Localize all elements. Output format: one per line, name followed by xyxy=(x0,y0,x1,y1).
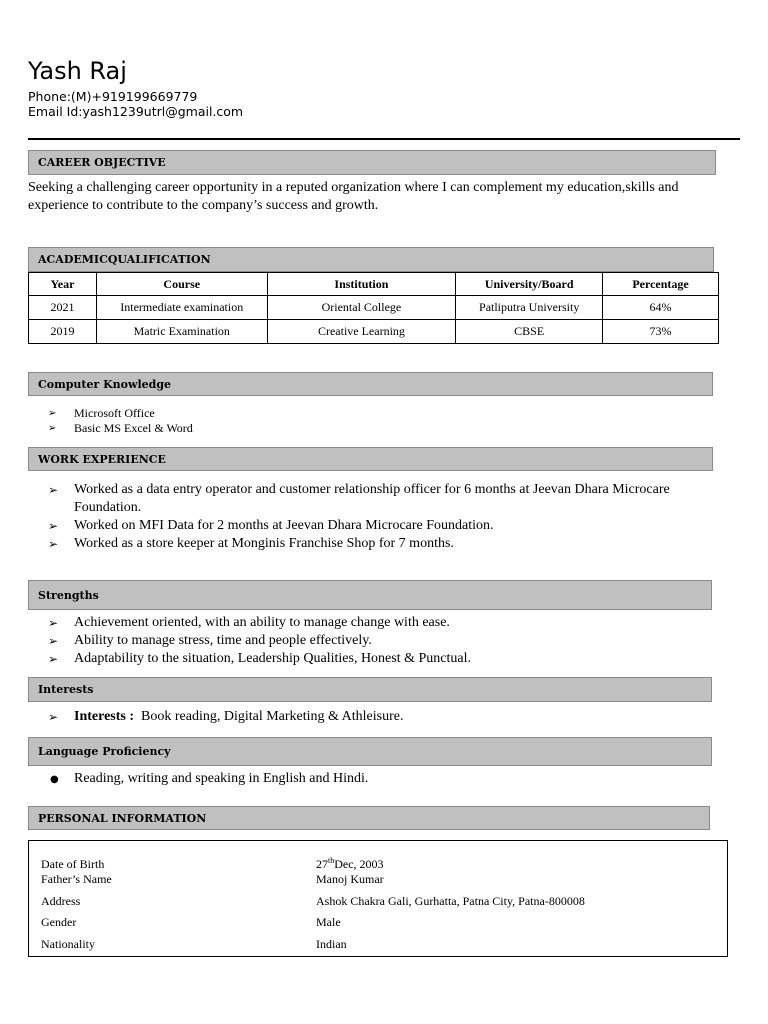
list-item: ➢ Basic MS Excel & Word xyxy=(28,421,728,436)
nationality-value: Indian xyxy=(316,937,347,951)
table-cell: Oriental College xyxy=(267,296,456,320)
dob-rest: Dec, 2003 xyxy=(334,857,384,871)
academic-table xyxy=(28,272,719,344)
interests-label: Interests : xyxy=(74,709,135,724)
personal-info-box xyxy=(28,840,728,957)
column-header: Institution xyxy=(267,273,456,296)
language-list xyxy=(28,770,728,788)
father-label: Father’s Name xyxy=(41,872,112,886)
column-header: Course xyxy=(96,273,267,296)
column-header: Year xyxy=(29,273,97,296)
interests-header: Interests xyxy=(28,677,712,702)
interests-list xyxy=(28,708,728,726)
nationality-label: Nationality xyxy=(41,937,95,951)
table-row xyxy=(29,296,719,320)
table-cell: 73% xyxy=(603,320,719,344)
table-cell: Patliputra University xyxy=(456,296,603,320)
table-cell: 2021 xyxy=(29,296,97,320)
table-cell: Creative Learning xyxy=(267,320,456,344)
computer-knowledge-list xyxy=(28,406,728,436)
career-objective-text: Seeking a challenging career opportunity in a reputed organization where I can complement my education,skills and experience to contribute to the company’s success and growth. xyxy=(28,180,679,213)
computer-knowledge-header: Computer Knowledge xyxy=(28,372,713,396)
dob-value xyxy=(316,857,384,871)
interests-text: Book reading, Digital Marketing & Athleisure. xyxy=(141,709,404,724)
address-value: Ashok Chakra Gali, Gurhatta, Patna City, Patna-800008 xyxy=(316,894,585,908)
work-experience-list xyxy=(28,481,728,553)
list-item: ● Reading, writing and speaking in English and Hindi. xyxy=(28,770,728,788)
column-header: Percentage xyxy=(603,273,719,296)
father-value: Manoj Kumar xyxy=(316,872,384,886)
candidate-name: Yash Raj xyxy=(28,57,127,85)
list-item: ➢ Worked as a data entry operator and customer relationship officer for 6 months at Jeevan Dhara Microcare Foundation. xyxy=(28,481,728,517)
table-cell: CBSE xyxy=(456,320,603,344)
gender-label: Gender xyxy=(41,915,77,929)
list-item: ➢ Microsoft Office xyxy=(28,406,728,421)
header-divider xyxy=(28,138,740,140)
language-header: Language Proficiency xyxy=(28,737,712,766)
dob-label: Date of Birth xyxy=(41,857,105,871)
table-row xyxy=(29,320,719,344)
table-cell: 64% xyxy=(603,296,719,320)
gender-value: Male xyxy=(316,915,341,929)
career-objective-header: CAREER OBJECTIVE xyxy=(28,150,716,175)
list-item: ➢ Ability to manage stress, time and people effectively. xyxy=(28,632,728,650)
dob-day: 27 xyxy=(316,857,328,871)
list-item: ➢ Worked on MFI Data for 2 months at Jeevan Dhara Microcare Foundation. xyxy=(28,517,728,535)
table-header-row xyxy=(29,273,719,296)
personal-info-header: PERSONAL INFORMATION xyxy=(28,806,710,830)
strengths-header: Strengths xyxy=(28,580,712,610)
list-item: ➢ Achievement oriented, with an ability to manage change with ease. xyxy=(28,614,728,632)
phone-line: Phone:(M)+919199669779 xyxy=(28,89,198,104)
address-label: Address xyxy=(41,894,81,908)
table-cell: Matric Examination xyxy=(96,320,267,344)
column-header: University/Board xyxy=(456,273,603,296)
list-item: ➢ Adaptability to the situation, Leadership Qualities, Honest & Punctual. xyxy=(28,650,728,668)
dob-suffix: th xyxy=(328,856,335,865)
list-item xyxy=(28,708,728,726)
list-item: ➢ Worked as a store keeper at Monginis Franchise Shop for 7 months. xyxy=(28,535,728,553)
email-line: Email Id:yash1239utrl@gmail.com xyxy=(28,104,244,119)
table-cell: 2019 xyxy=(29,320,97,344)
table-cell: Intermediate examination xyxy=(96,296,267,320)
strengths-list xyxy=(28,614,728,668)
work-experience-header: WORK EXPERIENCE xyxy=(28,447,713,471)
academic-header: ACADEMICQUALIFICATION xyxy=(28,247,714,272)
